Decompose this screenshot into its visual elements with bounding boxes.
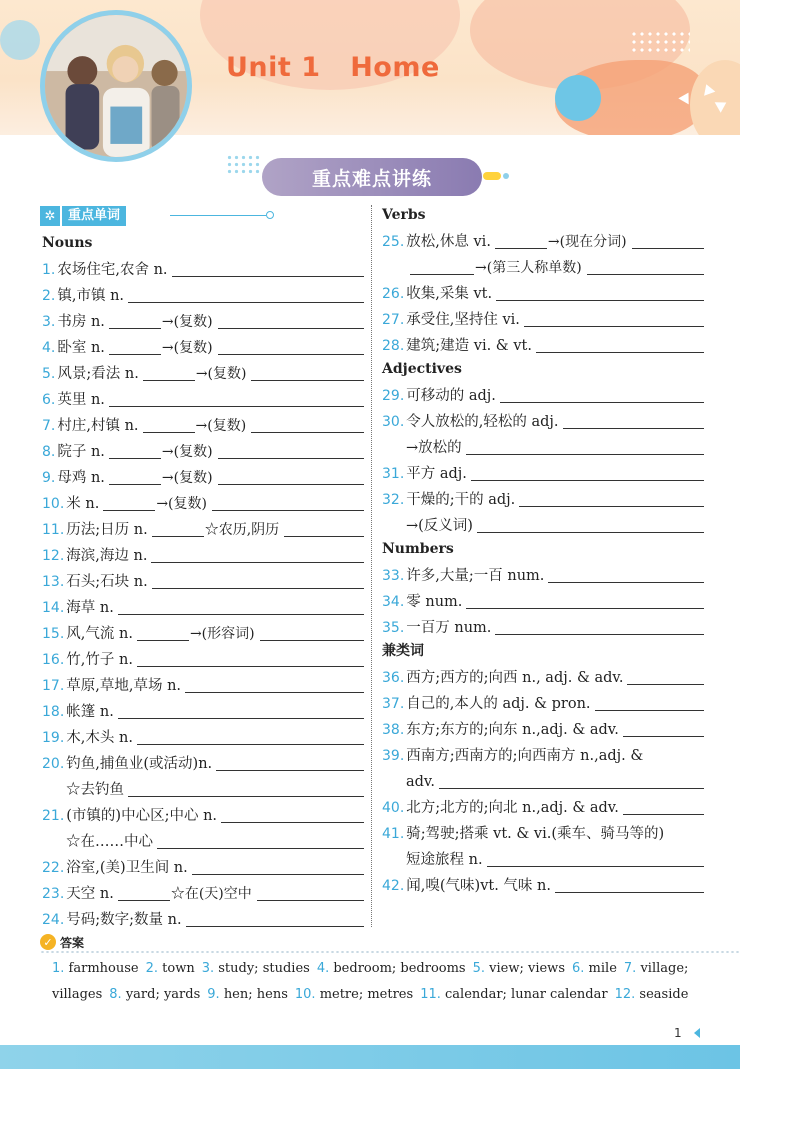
item-number: 30. <box>382 414 405 430</box>
item-text: 放松,休息 vi. <box>406 234 491 250</box>
item-text: 自己的,本人的 adj. & pron. <box>406 696 591 712</box>
answer-blank[interactable] <box>185 677 364 693</box>
answer-blank[interactable] <box>221 807 364 823</box>
answer-blank[interactable] <box>519 491 704 507</box>
answer-text: view; views <box>489 961 565 976</box>
item-text: 东方;东方的;向东 n.,adj. & adv. <box>406 722 619 738</box>
answer-text: farmhouse <box>68 961 139 976</box>
vocab-row <box>42 748 364 774</box>
item-text: 西南方;西南方的;向西南方 n.,adj. & <box>406 748 644 764</box>
item-text: →(反义词) <box>406 518 473 534</box>
vocab-row <box>42 774 364 800</box>
vocab-row <box>382 586 704 612</box>
answer-blank[interactable] <box>143 365 195 381</box>
item-number: 33. <box>382 568 405 584</box>
item-text: (市镇的)中心区;中心 n. <box>66 808 218 824</box>
item-text: 天空 n. <box>66 886 114 902</box>
vocab-row <box>42 878 364 904</box>
item-text: 零 num. <box>406 594 463 610</box>
item-hint: ☆农历,阴历 <box>204 522 280 538</box>
vocab-row <box>42 488 364 514</box>
students-photo <box>40 10 192 162</box>
answer-blank[interactable] <box>118 703 364 719</box>
item-text: 闻,嗅(气味)vt. 气味 n. <box>406 878 551 894</box>
item-text: 北方;北方的;向北 n.,adj. & adv. <box>406 800 619 816</box>
answer-blank[interactable] <box>257 885 364 901</box>
vocab-row <box>382 458 704 484</box>
answer-blank[interactable] <box>623 799 704 815</box>
answer-blank[interactable] <box>496 285 704 301</box>
item-number: 3. <box>42 314 56 330</box>
vocab-row <box>382 380 704 406</box>
item-text: 号码;数字;数量 n. <box>66 912 182 928</box>
tag-line <box>170 215 266 216</box>
item-text: 草原,草地,草场 n. <box>66 678 182 694</box>
vocab-row <box>42 306 364 332</box>
decor-blob <box>0 20 40 60</box>
item-text: ☆在……中心 <box>66 834 153 850</box>
vocab-row <box>42 618 364 644</box>
item-text: 承受住,坚持住 vi. <box>406 312 520 328</box>
answer-blank[interactable] <box>109 339 161 355</box>
category-verbs: Verbs <box>382 207 426 223</box>
answer-blank[interactable] <box>536 337 704 353</box>
vocab-row <box>382 766 704 792</box>
item-text: 帐篷 n. <box>66 704 114 720</box>
vocab-row <box>382 844 704 870</box>
answer-blank[interactable] <box>410 259 474 275</box>
vocab-row <box>42 696 364 722</box>
vocab-row <box>382 252 704 278</box>
decor-blob <box>690 60 740 135</box>
vocab-row <box>42 254 364 280</box>
item-number: 12. <box>42 548 65 564</box>
answer-number: 4. <box>316 961 334 976</box>
vocab-row <box>382 432 704 458</box>
footer-band <box>0 1045 740 1069</box>
column-divider <box>371 205 372 927</box>
item-number: 35. <box>382 620 405 636</box>
answer-blank[interactable] <box>137 625 189 641</box>
vocab-row <box>382 304 704 330</box>
item-number: 21. <box>42 808 65 824</box>
item-number: 25. <box>382 234 405 250</box>
item-number: 22. <box>42 860 65 876</box>
answer-blank[interactable] <box>192 859 364 875</box>
answer-text: yard; yards <box>125 987 201 1002</box>
item-text: 海草 n. <box>66 600 114 616</box>
vocab-row <box>42 514 364 540</box>
answer-blank[interactable] <box>109 391 364 407</box>
vocab-row <box>382 406 704 432</box>
answer-blank[interactable] <box>218 313 364 329</box>
item-number: 1. <box>42 262 56 278</box>
item-number: 4. <box>42 340 56 356</box>
item-text: 历法;日历 n. <box>66 522 148 538</box>
answer-blank[interactable] <box>186 911 364 927</box>
answer-blank[interactable] <box>128 287 364 303</box>
page-number: 1 <box>674 1026 682 1040</box>
item-text: 许多,大量;一百 num. <box>406 568 545 584</box>
answer-number: 2. <box>145 961 163 976</box>
item-hint: ☆在(天)空中 <box>170 886 252 902</box>
answer-blank[interactable] <box>218 443 364 459</box>
left-column <box>42 232 364 930</box>
item-number: 42. <box>382 878 405 894</box>
answer-blank[interactable] <box>623 721 704 737</box>
answer-blank[interactable] <box>152 573 364 589</box>
item-number: 17. <box>42 678 65 694</box>
vocab-row <box>382 278 704 304</box>
unit-title: Unit 1 Home <box>226 52 440 83</box>
vocab-row <box>42 436 364 462</box>
vocab-row <box>382 612 704 638</box>
vocab-row <box>382 226 704 252</box>
answer-blank[interactable] <box>218 469 364 485</box>
item-text: 竹,竹子 n. <box>66 652 133 668</box>
item-text: 书房 n. <box>57 314 105 330</box>
item-number: 5. <box>42 366 56 382</box>
vocab-row <box>42 566 364 592</box>
answer-text: town <box>162 961 195 976</box>
vocab-row <box>42 852 364 878</box>
item-text: 短途旅程 n. <box>406 852 483 868</box>
item-text: 干燥的;干的 adj. <box>406 492 516 508</box>
item-hint: →(第三人称单数) <box>475 260 582 276</box>
item-text: 一百万 num. <box>406 620 492 636</box>
answer-number: 5. <box>472 961 490 976</box>
category-adjectives: Adjectives <box>382 361 462 377</box>
answer-blank[interactable] <box>218 339 364 355</box>
item-text: 镇,市镇 n. <box>57 288 125 304</box>
vocab-row <box>42 670 364 696</box>
vocab-row <box>382 714 704 740</box>
item-number: 27. <box>382 312 405 328</box>
answer-blank[interactable] <box>524 311 704 327</box>
item-number: 34. <box>382 594 405 610</box>
page-arrow-icon <box>694 1028 700 1038</box>
answer-blank[interactable] <box>251 417 364 433</box>
check-icon: ✓ <box>40 934 56 950</box>
vocab-row <box>42 644 364 670</box>
answer-blank[interactable] <box>137 651 364 667</box>
answer-number: 10. <box>294 987 320 1002</box>
item-hint: →(复数) <box>161 340 213 356</box>
vocab-row <box>42 462 364 488</box>
item-text: 海滨,海边 n. <box>66 548 148 564</box>
item-number: 9. <box>42 470 56 486</box>
item-number: 10. <box>42 496 65 512</box>
category-multi: 兼类词 <box>382 643 424 659</box>
item-number: 37. <box>382 696 405 712</box>
item-text: 院子 n. <box>57 444 105 460</box>
vocab-row <box>42 280 364 306</box>
answer-blank[interactable] <box>109 443 161 459</box>
item-number: 32. <box>382 492 405 508</box>
answer-number: 3. <box>201 961 219 976</box>
item-number: 36. <box>382 670 405 686</box>
vocab-row <box>382 560 704 586</box>
answer-blank[interactable] <box>151 547 364 563</box>
section-title-pill <box>262 158 482 196</box>
answer-blank[interactable] <box>500 387 704 403</box>
answer-text: metre; metres <box>319 987 414 1002</box>
vocab-row <box>42 384 364 410</box>
answer-text: village; villages <box>52 961 689 1002</box>
item-text: 村庄,村镇 n. <box>57 418 139 434</box>
answer-text: mile <box>588 961 617 976</box>
item-text: 平方 adj. <box>406 466 467 482</box>
vocab-row <box>42 904 364 930</box>
answer-blank[interactable] <box>595 695 704 711</box>
vocab-row <box>42 410 364 436</box>
item-number: 18. <box>42 704 65 720</box>
answer-text: seaside <box>639 987 689 1002</box>
item-number: 23. <box>42 886 65 902</box>
vocab-row <box>382 330 704 356</box>
item-hint: →(复数) <box>195 418 247 434</box>
answer-blank[interactable] <box>137 729 364 745</box>
answer-blank[interactable] <box>466 593 704 609</box>
answer-text: bedroom; bedrooms <box>333 961 466 976</box>
answer-text: calendar; lunar calendar <box>445 987 608 1002</box>
answer-blank[interactable] <box>109 469 161 485</box>
answer-blank[interactable] <box>109 313 161 329</box>
answer-list <box>52 956 712 1008</box>
answer-blank[interactable] <box>548 567 704 583</box>
item-text: 米 n. <box>66 496 100 512</box>
item-text: 卧室 n. <box>57 340 105 356</box>
decor-dots <box>630 30 690 54</box>
answer-blank[interactable] <box>172 261 364 277</box>
item-text: 农场住宅,农舍 n. <box>57 262 168 278</box>
vocab-row <box>42 332 364 358</box>
item-hint: →(现在分词) <box>547 234 627 250</box>
item-number: 24. <box>42 912 65 928</box>
item-text: 浴室,(美)卫生间 n. <box>66 860 188 876</box>
answer-blank[interactable] <box>563 413 704 429</box>
vocab-row <box>42 358 364 384</box>
answer-label: 答案 <box>60 935 85 950</box>
item-hint: →(复数) <box>161 444 213 460</box>
item-number: 14. <box>42 600 65 616</box>
item-text: ☆去钓鱼 <box>66 782 124 798</box>
item-number: 41. <box>382 826 405 842</box>
answer-blank[interactable] <box>439 773 704 789</box>
item-text: adv. <box>406 774 436 790</box>
answer-blank[interactable] <box>471 465 704 481</box>
answer-blank[interactable] <box>103 495 155 511</box>
answer-blank[interactable] <box>627 669 704 685</box>
answer-blank[interactable] <box>495 619 704 635</box>
item-number: 19. <box>42 730 65 746</box>
answer-number: 12. <box>614 987 640 1002</box>
vocab-row <box>382 484 704 510</box>
item-number: 28. <box>382 338 405 354</box>
right-column <box>382 204 704 896</box>
item-number: 26. <box>382 286 405 302</box>
answer-number: 1. <box>52 961 69 976</box>
item-text: 英里 n. <box>57 392 105 408</box>
section-title: 重点难点讲练 <box>311 167 432 190</box>
item-text: 风景;看法 n. <box>57 366 139 382</box>
vocab-row <box>42 722 364 748</box>
item-number: 13. <box>42 574 65 590</box>
tag-line-end <box>266 211 274 219</box>
vocab-row <box>42 800 364 826</box>
answer-blank[interactable] <box>251 365 364 381</box>
answer-number: 7. <box>623 961 641 976</box>
item-text: →放松的 <box>406 440 462 456</box>
category-numbers: Numbers <box>382 541 454 557</box>
answer-blank[interactable] <box>143 417 195 433</box>
item-number: 11. <box>42 522 65 538</box>
item-number: 39. <box>382 748 405 764</box>
category-nouns: Nouns <box>42 235 93 251</box>
item-number: 15. <box>42 626 65 642</box>
item-hint: →(复数) <box>156 496 207 512</box>
answer-blank[interactable] <box>118 885 170 901</box>
tag-label: 重点单词 <box>62 206 126 226</box>
decor-dash <box>483 172 517 182</box>
vocab-row <box>42 592 364 618</box>
answer-blank[interactable] <box>487 851 704 867</box>
answer-blank[interactable] <box>477 517 704 533</box>
vocab-row <box>382 688 704 714</box>
key-words-tag <box>40 206 126 226</box>
decor-blob <box>555 75 601 121</box>
vocab-row <box>382 818 704 844</box>
item-number: 8. <box>42 444 56 460</box>
answer-number: 11. <box>420 987 445 1002</box>
vocab-row <box>42 540 364 566</box>
vocab-row <box>42 826 364 852</box>
answer-blank[interactable] <box>555 877 704 893</box>
answer-blank[interactable] <box>118 599 364 615</box>
answer-number: 6. <box>572 961 589 976</box>
item-number: 7. <box>42 418 56 434</box>
answer-blank[interactable] <box>157 833 364 849</box>
answer-blank[interactable] <box>212 495 364 511</box>
answer-text: hen; hens <box>223 987 288 1002</box>
answer-blank[interactable] <box>128 781 364 797</box>
item-text: 骑;驾驶;搭乘 vt. & vi.(乘车、骑马等的) <box>406 826 665 842</box>
item-number: 40. <box>382 800 405 816</box>
sparkle-icon: ✲ <box>40 206 60 226</box>
answer-blank[interactable] <box>260 625 364 641</box>
item-text: 母鸡 n. <box>57 470 105 486</box>
vocab-row <box>382 662 704 688</box>
item-text: 木,木头 n. <box>66 730 133 746</box>
item-number: 20. <box>42 756 65 772</box>
vocab-row <box>382 510 704 536</box>
item-text: 石头;石块 n. <box>66 574 148 590</box>
answer-band <box>40 950 740 954</box>
item-text: 钓鱼,捕鱼业(或活动)n. <box>66 756 213 772</box>
answer-blank[interactable] <box>284 521 364 537</box>
item-number: 31. <box>382 466 405 482</box>
answer-blank[interactable] <box>152 521 204 537</box>
answer-blank[interactable] <box>587 259 704 275</box>
answer-tag <box>40 934 84 950</box>
item-text: 可移动的 adj. <box>406 388 496 404</box>
item-text: 西方;西方的;向西 n., adj. & adv. <box>406 670 624 686</box>
vocab-row <box>382 870 704 896</box>
item-hint: →(复数) <box>195 366 247 382</box>
item-number: 16. <box>42 652 65 668</box>
item-hint: →(复数) <box>161 314 213 330</box>
answer-blank[interactable] <box>466 439 704 455</box>
item-text: 收集,采集 vt. <box>406 286 493 302</box>
vocab-row <box>382 740 704 766</box>
vocab-row <box>382 792 704 818</box>
item-text: 令人放松的,轻松的 adj. <box>406 414 559 430</box>
item-hint: →(复数) <box>161 470 213 486</box>
item-number: 38. <box>382 722 405 738</box>
item-hint: →(形容词) <box>189 626 255 642</box>
item-text: 风,气流 n. <box>66 626 133 642</box>
answer-blank[interactable] <box>216 755 364 771</box>
answer-text: study; studies <box>218 961 310 976</box>
item-text: 建筑;建造 vi. & vt. <box>406 338 532 354</box>
item-number: 6. <box>42 392 56 408</box>
answer-blank[interactable] <box>495 233 547 249</box>
item-number: 2. <box>42 288 56 304</box>
answer-blank[interactable] <box>632 233 704 249</box>
decor-dots <box>226 154 260 174</box>
answer-number: 8. <box>109 987 126 1002</box>
answer-number: 9. <box>207 987 224 1002</box>
item-number: 29. <box>382 388 405 404</box>
